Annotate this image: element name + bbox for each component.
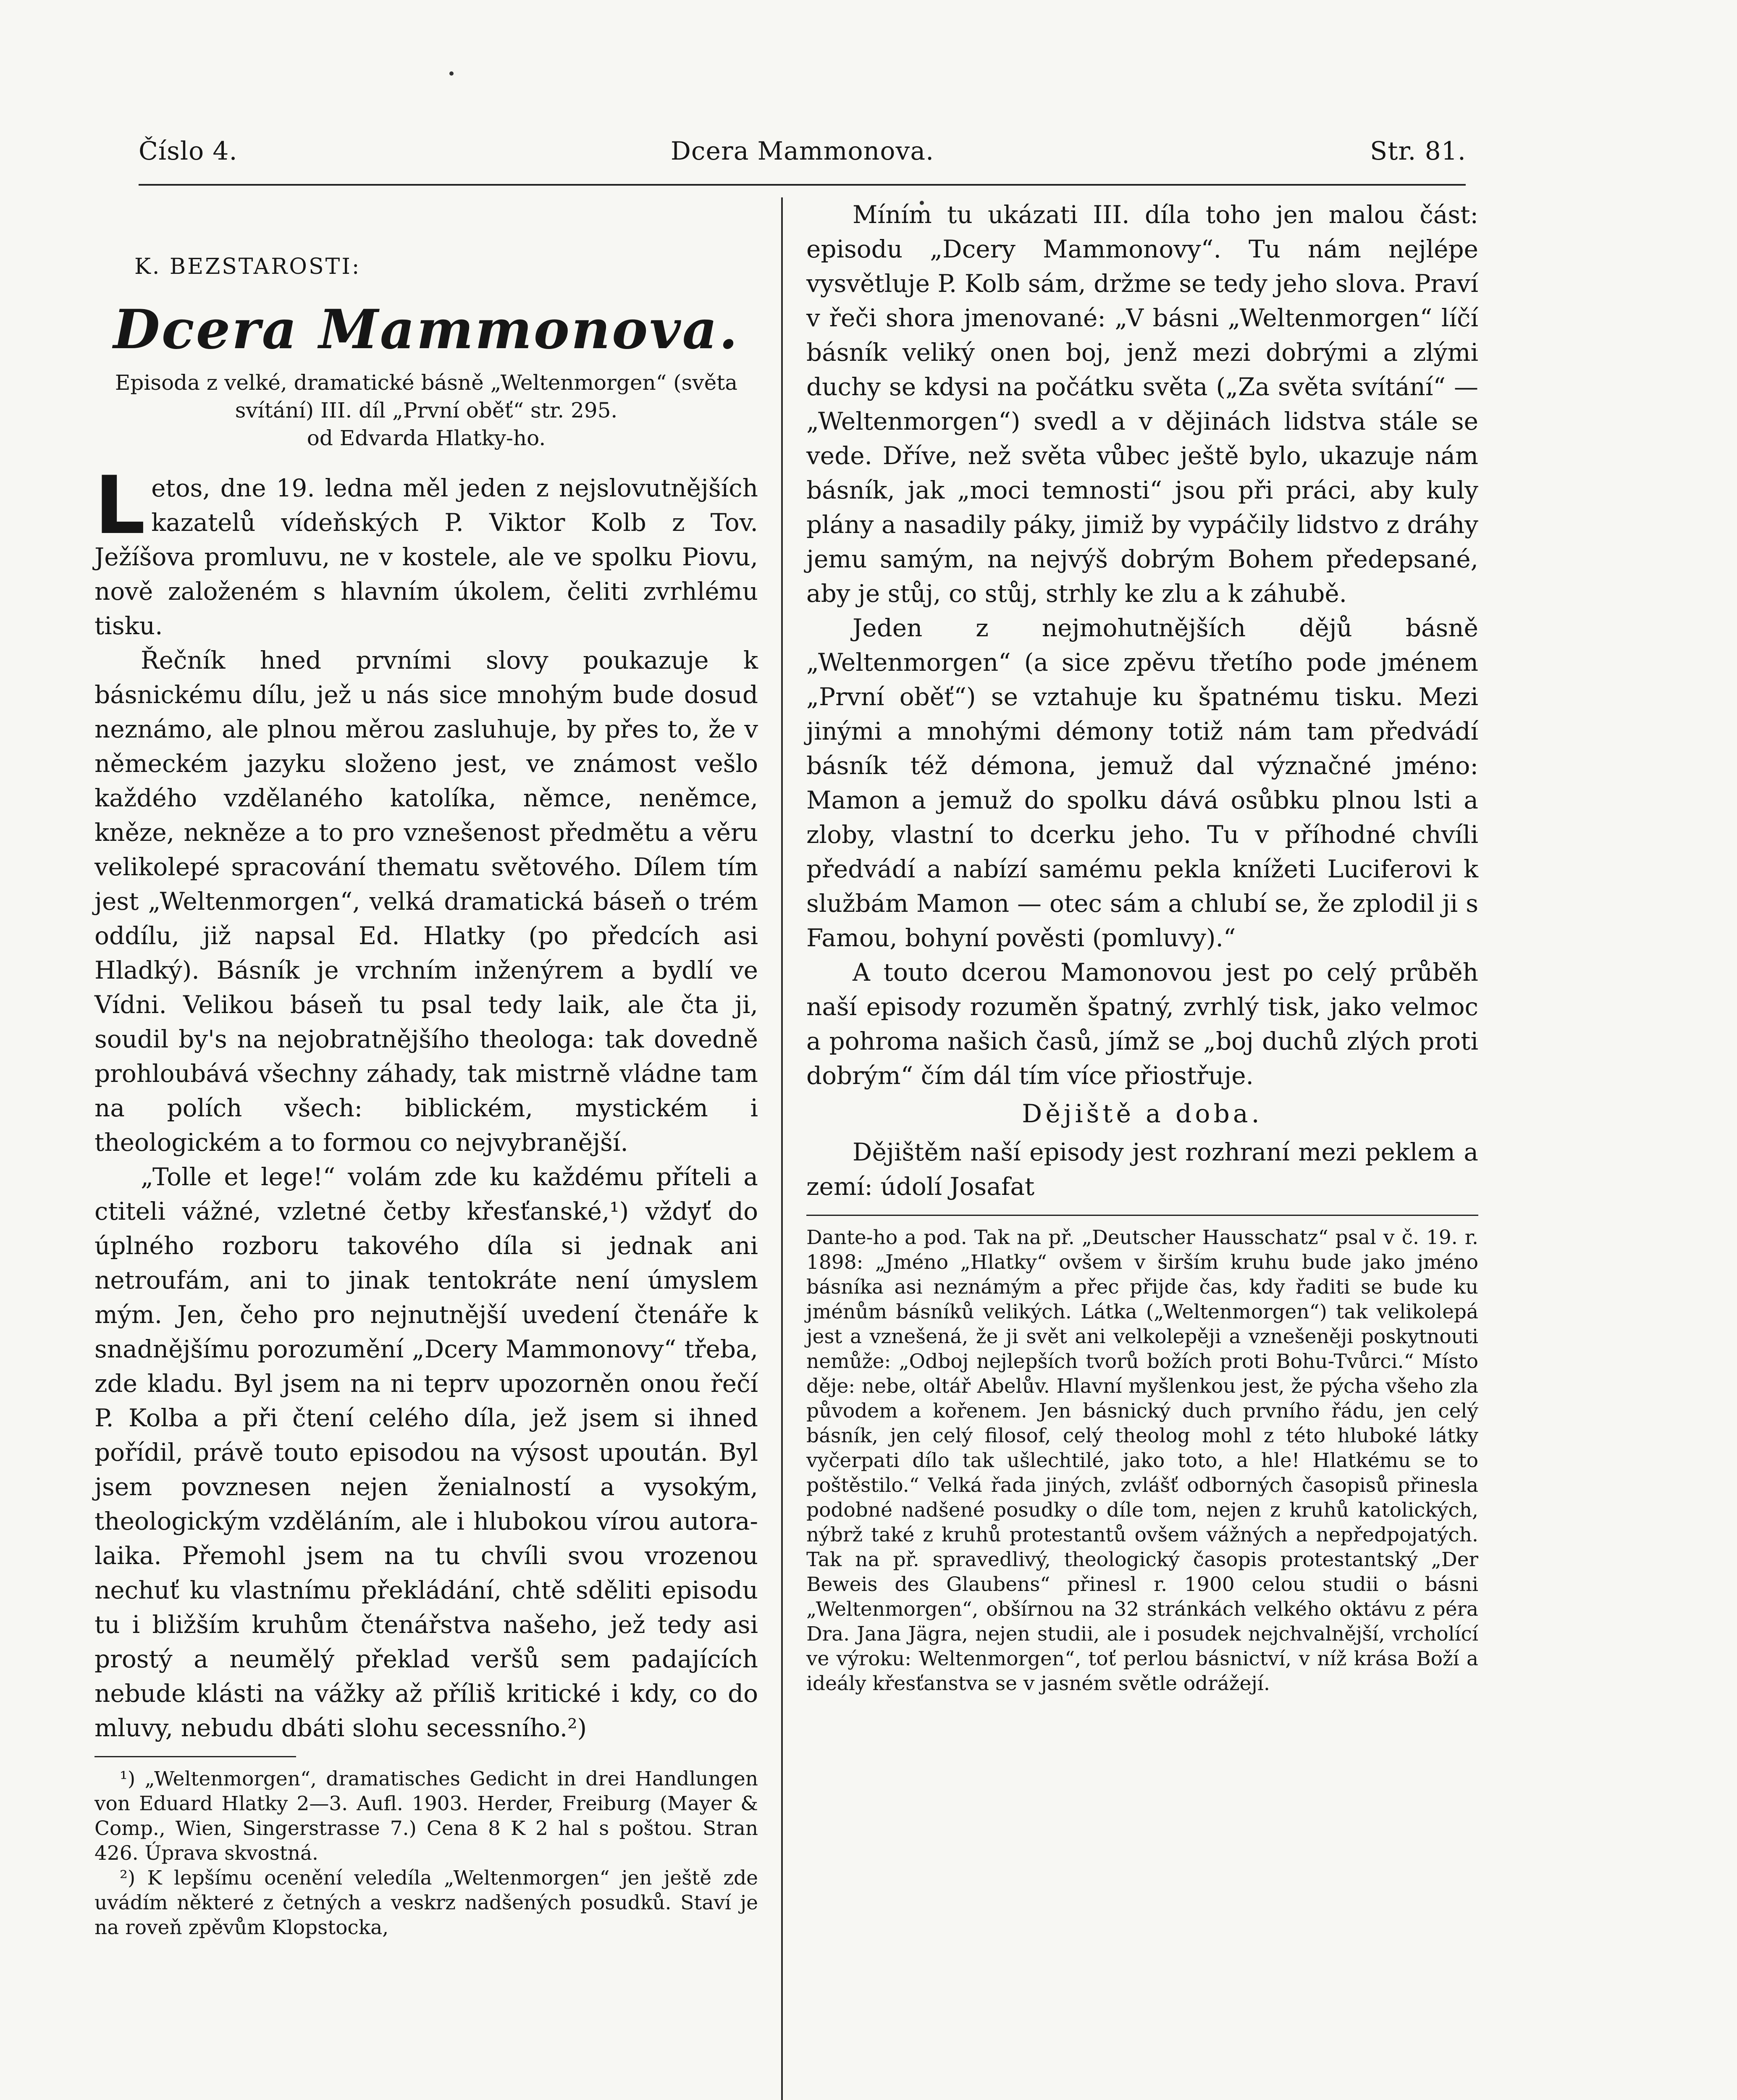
footnote-continued: Dante-ho a pod. Tak na př. „Deutscher Hausschatz“ psal v č. 19. r. 1898: „Jméno „Hlatky“ ovšem v širším kruhu bude jako jméno básníka asi neznámým a přec přijde čas, kdy řaditi se bude ku jménům básníků velikých. Látka („Weltenmorgen“) tak velikolepá jest a vznešená, že ji svět ani velkolepěji a vznešeněji poskytnouti nemůže: „Odboj nejlepších tvorů božích proti Bohu-Tvůrci.“ Místo děje: nebe, oltář Abelův. Hlavní myšlenkou jest, že pýcha všeho zla původem a kořenem. Jen básnický duch prvního řádu, jen celý básník, jen celý filosof, celý theolog mohl z této hluboké látky vyčerpati dílo tak ušlechtilé, jako toto, a hle! Hlatkému se to poštěstilo.“ Velká řada jiných, zvlášť odborných časopisů přinesla podobné nadšené posudky o díle tom, nejen z kruhů katolických, nýbrž také z kruhů protestantů ovšem vážných a nepředpojatých. Tak na př. spravedlivý, theologický časopis protestantský „Der Beweis des Glaubens“ přinesl r. 1900 celou studii o básni „Weltenmorgen“, obšírnou na 32 stránkách velkého oktávu z péra Dra. Jana Jägra, nejen studii, ale i posudek nejchvalnější, vrcholící ve výroku: Weltenmorgen“, toť perlou básnictví, v níž krása Boží a ideály křesťanstva se v jasném světle odrážejí.	[806, 1226, 1478, 1695]
drop-cap: L	[94, 459, 146, 552]
running-header	[139, 136, 1466, 178]
footnote: ²) K lepšímu ocenění veledíla „Weltenmorgen“ jen ještě zde uvádím některé z četných a veskrz nadšených posudků. Staví je na roveň zpěvům Klopstocka,	[94, 1866, 758, 1939]
paragraph	[94, 459, 758, 643]
paragraph: „Tolle et lege!“ volám zde ku každému příteli a ctiteli vážné, vzletné četby křesťanské,¹) vždyť do úplného rozboru takového díla si jednak ani netroufám, ani to jinak tentokráte není úmyslem mým. Jen, čeho pro nejnutnější uvedení čtenáře k snadnějšímu porozumění „Dcery Mammonovy“ třeba, zde kladu. Byl jsem na ni teprv upozorněn onou řečí P. Kolba a při čtení celého díla, jež jsem si ihned pořídil, právě touto episodou na výsost upoután. Byl jsem povznesen nejen ženialností a vysokým, theologickým vzděláním, ale i hlubokou vírou autora-laika. Přemohl jsem na tu chvíli svou vrozenou nechuť ku vlastnímu překládání, chtě sděliti episodu tu i bližším kruhům čtenářstva našeho, jež tedy asi prostý a neumělý překlad veršů sem padajících nebude klásti na vážky až příliš kritické i kdy, co do mluvy, nebudu dbáti slohu secessního.²)	[94, 1163, 758, 1742]
paragraph: Jeden z nejmohutnějších dějů básně „Weltenmorgen“ (a sice zpěvu třetího pode jménem „První oběť“) se vztahuje ku špatnému tisku. Mezi jinými a mnohými démony totiž nám tam předvádí básník též démona, jemuž dal význačné jméno: Mamon a jemuž do spolku dává osůbku plnou lsti a zloby, vlastní to dcerku jeho. Tu v příhodné chvíli předvádí a nabízí samému pekla knížeti Luciferovi k službám Mamon — otec sám a chlubí se, že zplodil ji s Famou, bohyní pověsti (pomluvy).“	[806, 614, 1478, 952]
footnote: ¹) „Weltenmorgen“, dramatisches Gedicht in drei Handlungen von Eduard Hlatky 2—3. Aufl. 1903. Herder, Freiburg (Mayer & Comp., Wien, Singerstrasse 7.) Cena 8 K 2 hal s poštou. Stran 426. Úprava skvostná.	[94, 1767, 758, 1865]
footnote-rule	[806, 1215, 1478, 1216]
section-heading: Dějiště a doba.	[1022, 1099, 1263, 1129]
article-subtitle	[94, 369, 758, 452]
paragraph: A touto dcerou Mamonovou jest po celý průběh naší episody rozuměn špatný, zvrhlý tisk, jako velmoc a pohroma našich časů, jímž se „boj duchů zlých proti dobrým“ čím dál tím více přiostřuje.	[806, 958, 1478, 1090]
article-title: Dcera Mammonova.	[113, 298, 740, 361]
footnote-rule	[94, 1756, 296, 1757]
author-line: K. BEZSTAROSTI:	[134, 254, 361, 279]
paragraph: Dějištěm naší episody jest rozhraní mezi peklem a zemí: údolí Josafat	[806, 1138, 1478, 1201]
subtitle-line: Episoda z velké, dramatické básně „Weltenmorgen“ (světa svítání) III. díl „První oběť“ str. 295.	[115, 370, 738, 423]
issue-number: Číslo 4.	[139, 136, 238, 166]
header-rule	[139, 184, 1466, 186]
paragraph: Řečník hned prvními slovy poukazuje k básnickému dílu, jež u nás sice mnohým bude dosud neznámo, ale plnou měrou zasluhuje, by přes to, že v německém jazyku složeno jest, ve známost vešlo každého vzdělaného katolíka, němce, neněmce, kněze, nekněze a to pro vznešenost předmětu a věru velikolepé spracování thematu světového. Dílem tím jest „Weltenmorgen“, velká dramatická báseň o trém oddílu, již napsal Ed. Hlatky (po předcích asi Hladký). Básník je vrchním inženýrem a bydlí ve Vídni. Velikou báseň tu psal tedy laik, ale čta ji, soudil by's na nejobratnějšího theologa: tak dovedně prohloubává všechny záhady, tak mistrně vládne tam na polích všech: biblickém, mystickém i theologickém a to formou co nejvybranější.	[94, 646, 758, 1157]
paragraph-text: etos, dne 19. ledna měl jeden z nejslovutnějších kazatelů vídeňských P. Viktor Kolb z Tov. Ježíšova promluvu, ne v kostele, ale ve spolku Piovu, nově založeném s hlavním úkolem, čeliti zvrhlému tisku.	[94, 474, 758, 640]
paragraph: Míním tu ukázati III. díla toho jen malou část: episodu „Dcery Mammonovy“. Tu nám nejlépe vysvětluje P. Kolb sám, držme se tedy jeho slova. Praví v řeči shora jmenované: „V básni „Weltenmorgen“ líčí básník veliký onen boj, jenž mezi dobrými a zlými duchy se kdysi na počátku světa („Za světa svítání“ — „Weltenmorgen“) svedl a v dějinách lidstva stále se vede. Dříve, než světa vůbec ještě bylo, ukazuje nám básník, jak „moci temnosti“ jsou při práci, aby kuly plány a nasadily páky, jimiž by vypáčily lidstvo z dráhy jemu samým, na nejvýš dobrým Bohem předepsané, aby je stůj, co stůj, strhly ke zlu a k záhubě.	[806, 200, 1478, 608]
page-number: Str. 81.	[1370, 136, 1466, 166]
column-divider	[781, 197, 783, 2100]
scan-speck	[449, 71, 454, 76]
left-column	[94, 197, 758, 1940]
right-column	[806, 197, 1478, 1696]
subtitle-author: od Edvarda Hlatky-ho.	[307, 426, 546, 450]
running-title: Dcera Mammonova.	[670, 136, 934, 166]
